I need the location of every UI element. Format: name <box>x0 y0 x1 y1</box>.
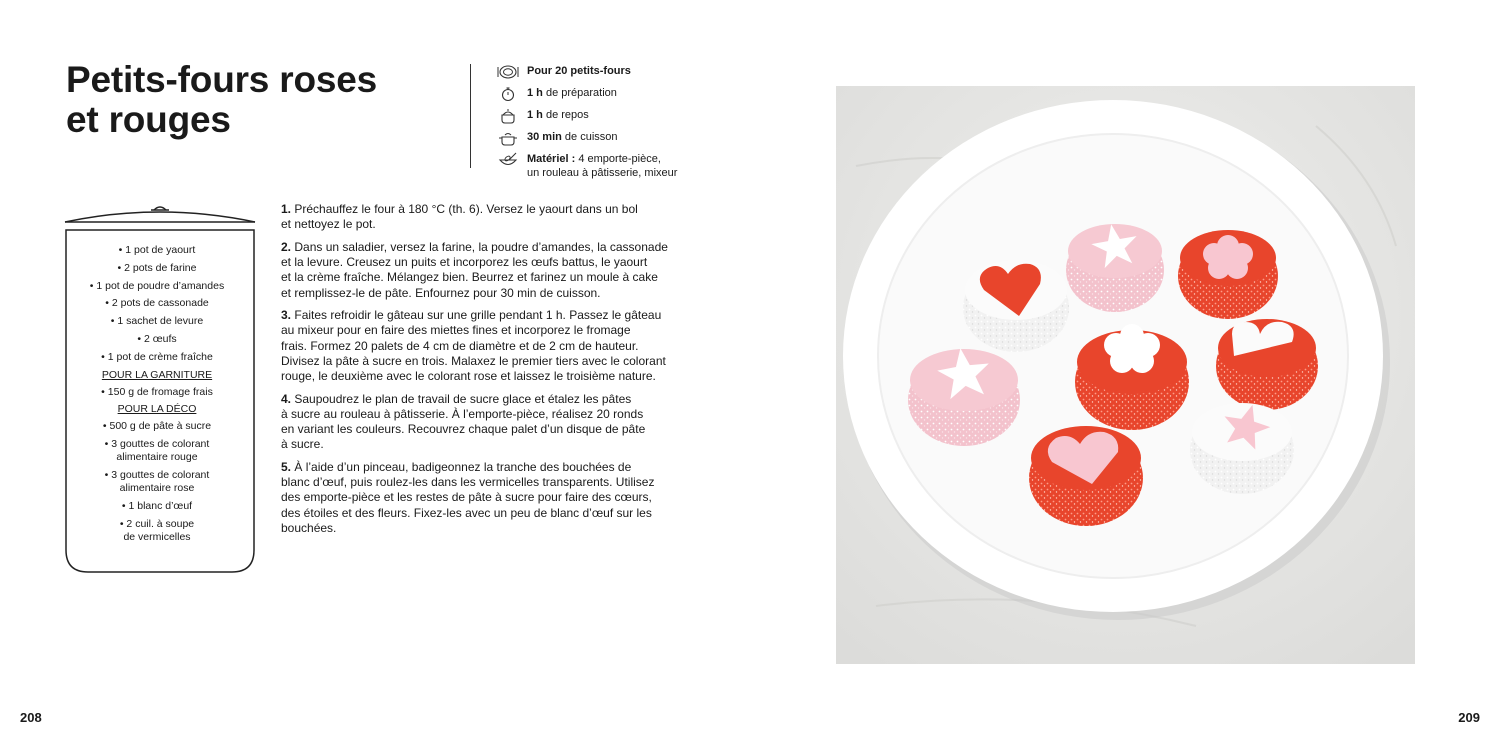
meta-rest-bold: 1 h <box>527 109 543 121</box>
step-line: À l’aide d’un pinceau, badigeonnez la tranche des bouchées de <box>294 460 632 475</box>
meta-cooking-text: de cuisson <box>561 131 618 143</box>
timer-icon <box>497 86 519 102</box>
step-line: frais. Formez 20 palets de 4 cm de diamètre et de 2 cm de hauteur. <box>281 338 639 353</box>
ingredient-item: • 500 g de pâte à sucre <box>102 420 212 433</box>
ingredient-list <box>80 244 234 548</box>
step-4 <box>281 392 689 453</box>
ingredient-item <box>80 518 234 544</box>
recipe-meta <box>470 64 678 179</box>
step-3 <box>281 308 689 384</box>
recipe-steps <box>281 202 689 544</box>
meta-prep-bold: 1 h <box>527 87 543 99</box>
petit-four-pink-white-star <box>908 345 1020 446</box>
step-line: blanc d’œuf, puis roulez-les dans les vermicelles transparents. Utilisez <box>281 475 655 490</box>
ingredient-text-2: alimentaire rose <box>119 481 195 494</box>
ingredient-item: • 2 pots de farine <box>117 261 197 274</box>
page-number-right: 209 <box>1458 710 1480 725</box>
meta-equipment <box>495 152 677 180</box>
meta-rest-text: de repos <box>542 109 589 121</box>
step-number: 1. <box>281 202 292 216</box>
petit-four-red-white-heart <box>1216 319 1318 410</box>
petit-four-pink-star <box>1066 220 1164 312</box>
petit-four-red-flower <box>1178 230 1278 319</box>
ingredient-item <box>80 438 234 464</box>
step-line: en variant les couleurs. Recouvrez chaque palet d’un disque de pâte <box>281 422 646 437</box>
whisk-bowl-icon <box>497 152 519 168</box>
step-line: et nettoyez le pot. <box>281 217 376 232</box>
title-line-1: Petits-fours roses <box>66 59 377 100</box>
rest-icon <box>497 108 519 124</box>
step-line: rouge, le deuxième avec le colorant rose et laissez le troisième nature. <box>281 369 656 384</box>
step-1 <box>281 202 689 232</box>
meta-servings-bold: Pour 20 petits-fours <box>527 65 631 77</box>
meta-cooking <box>495 130 677 146</box>
petit-four-white-heart <box>963 260 1069 352</box>
ingredient-section-heading: POUR LA DÉCO <box>117 403 197 416</box>
meta-prep <box>495 86 677 102</box>
ingredient-item: • 1 pot de poudre d’amandes <box>89 279 225 292</box>
meta-equipment-text-2: un rouleau à pâtisserie, mixeur <box>527 167 678 179</box>
step-line: et remplissez-le de pâte. Enfournez pour 30 min de cuisson. <box>281 285 601 300</box>
ingredient-section-heading: POUR LA GARNITURE <box>101 368 213 381</box>
ingredient-text: • 2 cuil. à soupe <box>119 517 195 530</box>
step-line: Divisez la pâte à sucre en trois. Malaxez le premier tiers avec le colorant <box>281 353 666 368</box>
step-line: Faites refroidir le gâteau sur une grille pendant 1 h. Passez le gâteau <box>294 308 662 323</box>
step-2 <box>281 240 689 301</box>
ingredient-text-2: alimentaire rouge <box>116 451 198 464</box>
ingredient-item: • 1 sachet de levure <box>110 315 204 328</box>
ingredient-item <box>80 469 234 495</box>
title-line-2: et rouges <box>66 99 231 140</box>
meta-prep-text: de préparation <box>542 87 617 99</box>
meta-equipment-text: 4 emporte-pièce, <box>575 153 661 165</box>
step-number: 2. <box>281 239 292 254</box>
step-5 <box>281 460 689 536</box>
step-line: à sucre au rouleau à pâtisserie. À l’emporte-pièce, réalisez 20 ronds <box>281 406 644 421</box>
step-line: bouchées. <box>281 520 337 535</box>
ingredient-item: • 1 pot de crème fraîche <box>101 350 213 363</box>
recipe-title <box>66 60 446 140</box>
ingredient-item: • 2 œufs <box>137 332 177 345</box>
step-line: et la levure. Creusez un puits et incorporez les œufs battus, le yaourt <box>281 255 648 270</box>
meta-equipment-bold: Matériel : <box>527 153 576 165</box>
step-number: 5. <box>281 460 292 475</box>
step-line: des étoiles et des fleurs. Fixez-les avec un peu de blanc d’œuf sur les <box>281 505 652 520</box>
ingredient-item: • 2 pots de cassonade <box>105 297 209 310</box>
pot-icon <box>497 130 519 146</box>
ingredient-text: • 3 gouttes de colorant <box>104 468 210 481</box>
ingredient-item: • 1 blanc d’œuf <box>121 499 193 512</box>
step-line: des emporte-pièce et les restes de pâte à sucre pour faire des cœurs, <box>281 490 652 505</box>
meta-rest <box>495 108 677 124</box>
step-line: au mixeur pour en faire des miettes fines et incorporez le fromage <box>281 323 631 338</box>
ingredient-text: • 3 gouttes de colorant <box>104 438 210 451</box>
page-number-left: 208 <box>20 710 42 725</box>
step-line: Préchauffez le four à 180 °C (th. 6). Versez le yaourt dans un bol <box>294 202 638 216</box>
step-number: 4. <box>281 391 292 406</box>
ingredient-item: • 150 g de fromage frais <box>101 385 213 398</box>
petit-four-white-pink-star <box>1190 400 1294 494</box>
petits-fours-photo <box>836 86 1415 664</box>
step-line: Saupoudrez le plan de travail de sucre glace et étalez les pâtes <box>294 391 632 406</box>
ingredient-text-2: de vermicelles <box>123 530 191 543</box>
step-line: et la crème fraîche. Mélangez bien. Beurrez et farinez un moule à cake <box>281 270 658 285</box>
petit-four-red-pink-heart <box>1029 426 1143 526</box>
step-line: à sucre. <box>281 437 324 452</box>
plate-icon <box>497 64 519 80</box>
step-number: 3. <box>281 308 292 323</box>
ingredient-item: • 1 pot de yaourt <box>118 244 196 256</box>
meta-servings <box>495 64 677 80</box>
step-line: Dans un saladier, versez la farine, la poudre d’amandes, la cassonade <box>294 239 668 254</box>
meta-cooking-bold: 30 min <box>527 131 562 143</box>
